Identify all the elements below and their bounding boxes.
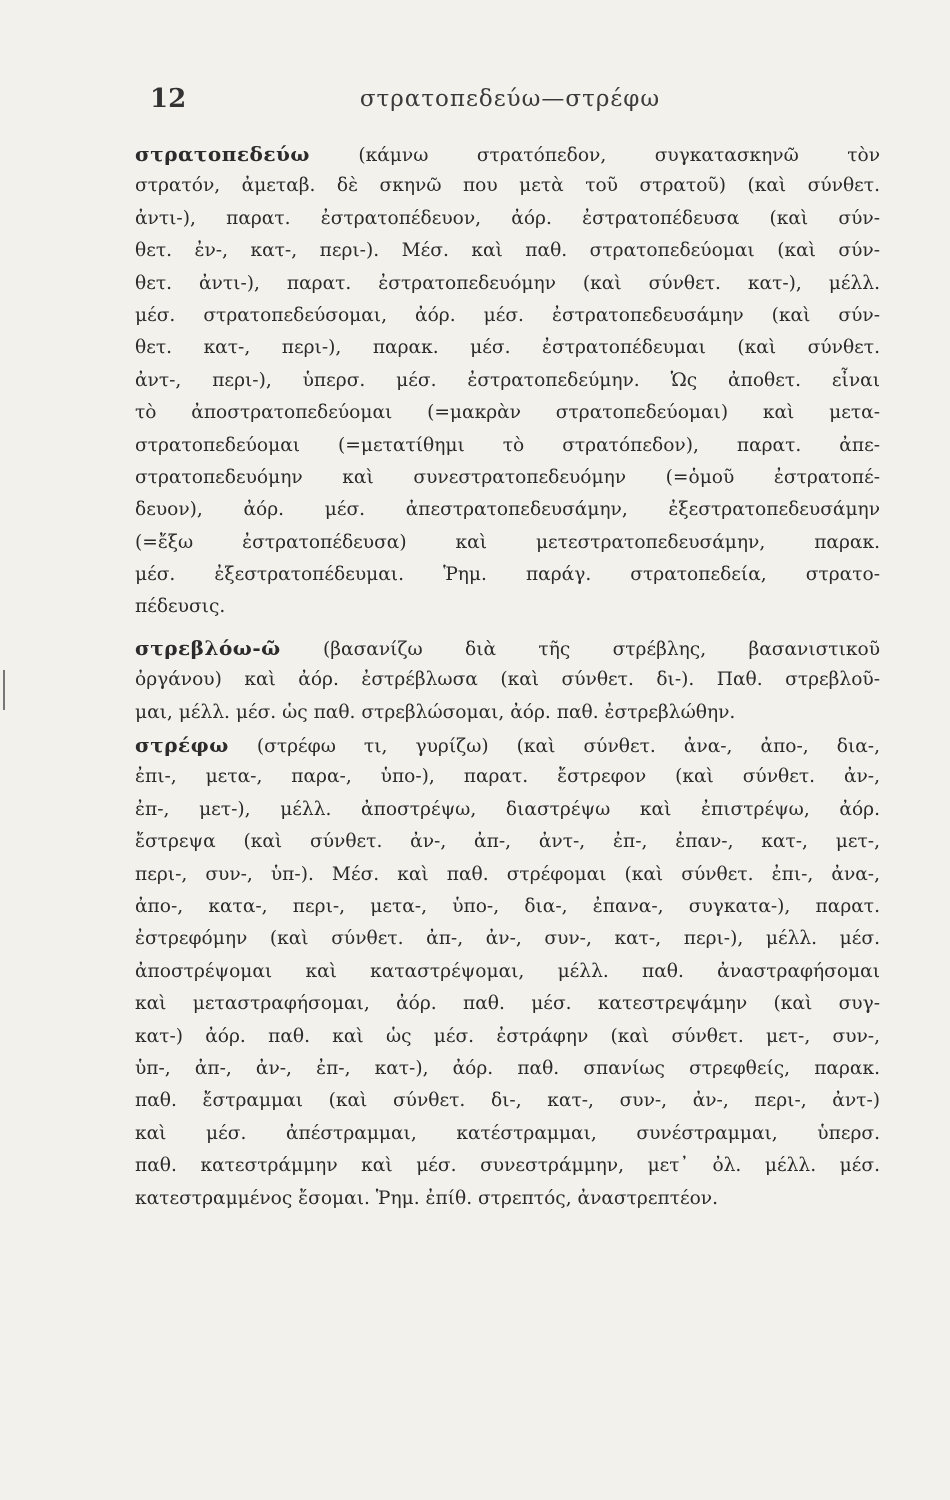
entry-line: παθ. κατεστράμμην καὶ μέσ. συνεστράμμην, μετ᾽ ὀλ. μέλλ. μέσ. xyxy=(135,1155,880,1177)
entry-line: ὀργάνου) καὶ ἀόρ. ἐστρέβλωσα (καὶ σύνθετ. δι-). Παθ. στρεβλοῦ- xyxy=(135,669,880,691)
entry-gap xyxy=(135,624,880,632)
running-head: στρατοπεδεύω—στρέφω xyxy=(359,86,661,112)
entry-line: περι-, συν-, ὑπ-). Μέσ. καὶ παθ. στρέφομαι (καὶ σύνθετ. ἐπι-, ἀνα-, xyxy=(135,863,880,885)
dictionary-text xyxy=(135,138,880,1215)
entry-line: ἀντι-), παρατ. ἐστρατοπέδευον, ἀόρ. ἐστρατοπέδευσα (καὶ σύν- xyxy=(135,207,880,229)
entry-line: στρατοπεδεύω (κάμνω στρατόπεδον, συγκατασκηνῶ τὸν xyxy=(135,142,880,166)
entry-line: ἀντ-, περι-), ὑπερσ. μέσ. ἐστρατοπεδεύμην. Ὡς ἀποθετ. εἶναι xyxy=(135,369,880,391)
entry-line: τὸ ἀποστρατοπεδεύομαι (=μακρὰν στρατοπεδεύομαι) καὶ μετα- xyxy=(135,402,880,424)
entry-line: ὑπ-, ἀπ-, ἀν-, ἐπ-, κατ-), ἀόρ. παθ. σπανίως στρεφθείς, παρακ. xyxy=(135,1057,880,1079)
page-number: 12 xyxy=(150,84,187,114)
entry-line: μέσ. ἐξεστρατοπέδευμαι. Ῥημ. παράγ. στρατοπεδεία, στρατο- xyxy=(135,564,880,586)
headword: στρατοπεδεύω xyxy=(135,142,310,166)
entry-line: θετ. ἐν-, κατ-, περι-). Μέσ. καὶ παθ. στρατοπεδεύομαι (καὶ σύν- xyxy=(135,240,880,262)
entry-line: δευον), ἀόρ. μέσ. ἀπεστρατοπεδευσάμην, ἐξεστρατοπεδευσάμην xyxy=(135,499,880,521)
entry-line: ἐστρεφόμην (καὶ σύνθετ. ἀπ-, ἀν-, συν-, κατ-, περι-), μέλλ. μέσ. xyxy=(135,928,880,950)
headword: στρέφω xyxy=(135,733,229,758)
entry-line: θετ. κατ-, περι-), παρακ. μέσ. ἐστρατοπέδευμαι (καὶ σύνθετ. xyxy=(135,337,880,359)
entry-line: ἔστρεψα (καὶ σύνθετ. ἀν-, ἀπ-, ἀντ-, ἐπ-, ἐπαν-, κατ-, μετ-, xyxy=(135,831,880,853)
entry-line: στρεβλόω-ῶ (βασανίζω διὰ τῆς στρέβλης, βασανιστικοῦ xyxy=(135,635,880,660)
entry-line: (=ἔξω ἐστρατοπέδευσα) καὶ μετεστρατοπεδευσάμην, παρακ. xyxy=(135,531,880,553)
page-header xyxy=(150,84,870,124)
entry-line: παθ. ἔστραμμαι (καὶ σύνθετ. δι-, κατ-, συν-, ἀν-, περι-, ἀντ-) xyxy=(135,1090,880,1112)
headword: στρεβλόω-ῶ xyxy=(135,635,281,660)
entry-line: μαι, μέλλ. μέσ. ὡς παθ. στρεβλώσομαι, ἀόρ. παθ. ἐστρεβλώθην. xyxy=(135,701,736,723)
entry-line: στρέφω (στρέφω τι, γυρίζω) (καὶ σύνθετ. ἀνα-, ἀπο-, δια-, xyxy=(135,733,880,758)
entry-line: στρατόν, ἀμεταβ. δὲ σκηνῶ που μετὰ τοῦ στρατοῦ) (καὶ σύνθετ. xyxy=(135,175,880,197)
entry-line: στρατοπεδευόμην καὶ συνεστρατοπεδευόμην (=ὁμοῦ ἐστρατοπέ- xyxy=(135,466,880,488)
entry-line: ἀποστρέψομαι καὶ καταστρέψομαι, μέλλ. παθ. ἀναστραφήσομαι xyxy=(135,960,880,982)
entry-line: καὶ μεταστραφήσομαι, ἀόρ. παθ. μέσ. κατεστρεψάμην (καὶ συγ- xyxy=(135,993,880,1015)
entry-line: κατεστραμμένος ἔσομαι. Ῥημ. ἐπίθ. στρεπτός, ἀναστρεπτέον. xyxy=(135,1187,719,1209)
dictionary-entry xyxy=(135,632,880,729)
margin-mark xyxy=(3,670,5,710)
entry-line: ἐπ-, μετ-), μέλλ. ἀποστρέψω, διαστρέψω καὶ ἐπιστρέψω, ἀόρ. xyxy=(135,798,880,820)
entry-line: θετ. ἀντι-), παρατ. ἐστρατοπεδευόμην (καὶ σύνθετ. κατ-), μέλλ. xyxy=(135,272,880,294)
entry-line: ἀπο-, κατα-, περι-, μετα-, ὑπο-, δια-, ἐπανα-, συγκατα-), παρατ. xyxy=(135,895,880,917)
entry-line: ἐπι-, μετα-, παρα-, ὑπο-), παρατ. ἔστρεφον (καὶ σύνθετ. ἀν-, xyxy=(135,766,880,788)
dictionary-entry xyxy=(135,729,880,1215)
entry-line: καὶ μέσ. ἀπέστραμμαι, κατέστραμμαι, συνέστραμμαι, ὑπερσ. xyxy=(135,1122,880,1144)
entry-line: μέσ. στρατοπεδεύσομαι, ἀόρ. μέσ. ἐστρατοπεδευσάμην (καὶ σύν- xyxy=(135,304,880,326)
dictionary-entry xyxy=(135,138,880,624)
entry-line: πέδευσις. xyxy=(135,596,226,618)
entry-line: στρατοπεδεύομαι (=μετατίθημι τὸ στρατόπεδον), παρατ. ἀπε- xyxy=(135,434,880,456)
entry-line: κατ-) ἀόρ. παθ. καὶ ὡς μέσ. ἐστράφην (καὶ σύνθετ. μετ-, συν-, xyxy=(135,1025,880,1047)
